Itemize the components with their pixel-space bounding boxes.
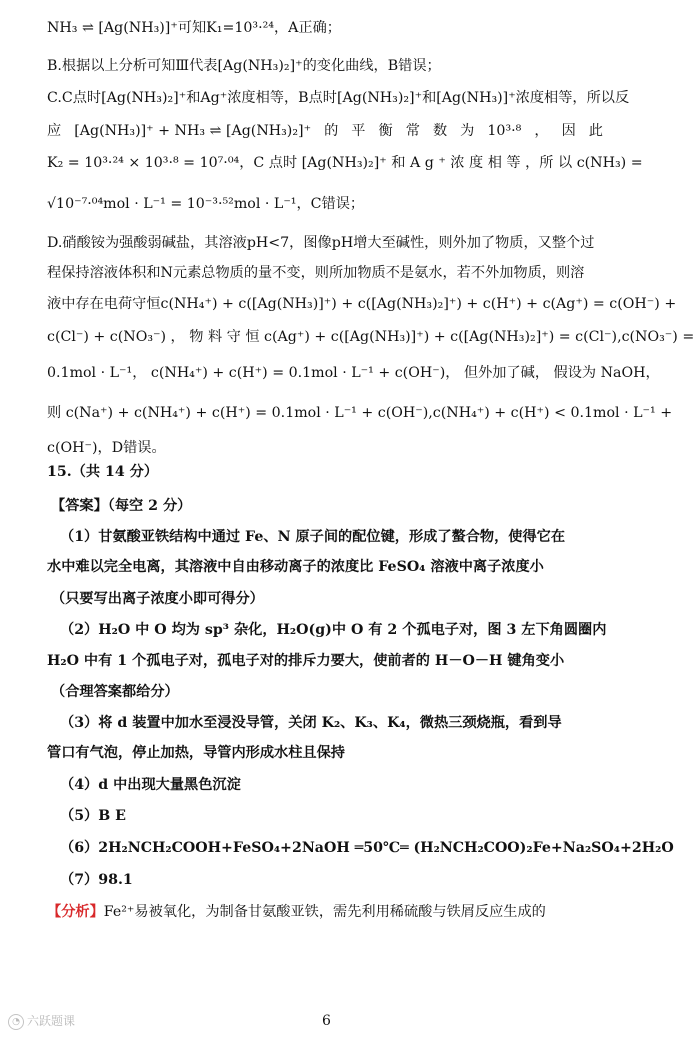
answer-line: （2）H₂O 中 O 均为 sp³ 杂化，H₂O(g)中 O 有 2 个孤电子对，图 3 左下角圆圈内	[60, 622, 607, 638]
watermark-logo-icon: ◔	[8, 1014, 24, 1030]
answer-line: （4）d 中出现大量黑色沉淀	[60, 777, 241, 793]
answer-heading: 【答案】（每空 2 分）	[51, 498, 192, 514]
text-line: c(Cl⁻) + c(NO₃⁻) ， 物 料 守 恒 c(Ag⁺) + c([Ag(NH₃)]⁺) + c([Ag(NH₃)₂]⁺) = c(Cl⁻),c(NO₃⁻) =	[47, 329, 694, 345]
answer-line: H₂O 中有 1 个孤电子对，孤电子对的排斥力要大，使前者的 H－O－H 键角变小	[47, 653, 565, 669]
justified-line	[47, 121, 603, 141]
answer-line: （5）B E	[60, 808, 126, 824]
text-line: NH₃ ⇌ [Ag(NH₃)]⁺可知K₁=10³·²⁴，A正确；	[47, 20, 341, 36]
page-number: 6	[322, 1013, 331, 1029]
answer-line: （7）98.1	[60, 872, 133, 888]
text-line: 则 c(Na⁺) + c(NH₄⁺) + c(H⁺) = 0.1mol · L⁻¹ + c(OH⁻),c(NH₄⁺) + c(H⁺) < 0.1mol · L⁻¹ +	[47, 405, 673, 421]
text-fragment: 因	[561, 123, 576, 139]
text-fragment: K₂ = 10³·²⁴ × 10³·⁸ = 10⁷·⁰⁴，	[47, 155, 254, 171]
text-fragment: ，	[534, 123, 549, 139]
answer-line: （1）甘氨酸亚铁结构中通过 Fe、N 原子间的配位键，形成了螯合物，使得它在	[60, 529, 566, 545]
answer-line: （合理答案都给分）	[51, 684, 179, 700]
text-line: c(OH⁻)，D错误。	[47, 440, 166, 456]
text-fragment: 常	[405, 123, 420, 139]
answer-line: （只要写出离子浓度小即可得分）	[51, 591, 264, 607]
answer-line: 水中难以完全电离，其溶液中自由移动离子的浓度比 FeSO₄ 溶液中离子浓度小	[47, 559, 544, 575]
text-line: √10⁻⁷·⁰⁴mol · L⁻¹ = 10⁻³·⁵²mol · L⁻¹，C错误；	[47, 196, 365, 212]
text-fragment: 所 以 c(NH₃) =	[539, 155, 643, 171]
text-fragment: C 点时 [Ag(NH₃)₂]⁺ 和 A g ⁺ 浓 度 相 等 ，	[253, 155, 540, 171]
answer-line: 管口有气泡，停止加热，导管内形成水柱且保持	[47, 745, 345, 761]
analysis-line	[47, 902, 603, 922]
text-fragment: 应	[47, 123, 62, 139]
text-fragment: 为	[460, 123, 475, 139]
text-fragment: 10³·⁸	[487, 123, 522, 139]
text-fragment: 的	[324, 123, 339, 139]
text-line: C.C点时[Ag(NH₃)₂]⁺和Ag⁺浓度相等，B点时[Ag(NH₃)₂]⁺和[Ag(NH₃)]⁺浓度相等，所以反	[47, 90, 630, 106]
analysis-label: 【分析】	[47, 904, 104, 920]
text-line: 0.1mol · L⁻¹， c(NH₄⁺) + c(H⁺) = 0.1mol · L⁻¹ + c(OH⁻)， 但外加了碱， 假设为 NaOH，	[47, 365, 660, 381]
justified-line	[47, 153, 643, 173]
text-fragment: 平	[351, 123, 366, 139]
equation-line: （6）2H₂NCH₂COOH+FeSO₄+2NaOH ═50℃═ (H₂NCH₂COO)₂Fe+Na₂SO₄+2H₂O	[60, 840, 674, 856]
text-line: B.根据以上分析可知Ⅲ代表[Ag(NH₃)₂]⁺的变化曲线，B错误；	[47, 58, 441, 74]
text-line: D.硝酸铵为强酸弱碱盐，其溶液pH<7，图像pH增大至碱性，则外加了物质，又整个过	[47, 235, 595, 251]
watermark-text: 六跃题课	[27, 1014, 76, 1028]
text-line: 液中存在电荷守恒c(NH₄⁺) + c([Ag(NH₃)]⁺) + c([Ag(NH₃)₂]⁺) + c(H⁺) + c(Ag⁺) = c(OH⁻) +	[47, 296, 677, 312]
text-line: 程保持溶液体积和N元素总物质的量不变，则所加物质不是氨水，若不外加物质，则溶	[47, 265, 585, 281]
text-fragment: [Ag(NH₃)]⁺ + NH₃ ⇌ [Ag(NH₃)₂]⁺	[74, 123, 312, 139]
text-fragment: 此	[588, 123, 603, 139]
answer-line: （3）将 d 装置中加水至浸没导管，关闭 K₂、K₃、K₄，微热三颈烧瓶，看到导	[60, 715, 562, 731]
text-fragment: 衡	[378, 123, 393, 139]
question-heading: 15.（共 14 分）	[47, 464, 159, 480]
text-fragment: 数	[432, 123, 448, 139]
analysis-text: Fe²⁺易被氧化，为制备甘氨酸亚铁，需先利用稀硫酸与铁屑反应生成的	[103, 904, 546, 920]
